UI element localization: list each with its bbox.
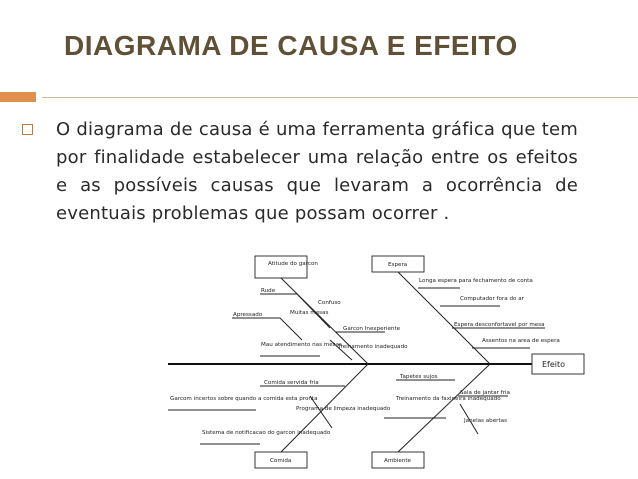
slide-body-text: O diagrama de causa é uma ferramenta gráfica que tem por finalidade estabelecer uma relação entre os efeitos e as possíveis causas que levaram a ocorrência de eventuais problemas que possam ocorrer . [56, 119, 578, 224]
cause-rude: Rude [261, 288, 276, 294]
category-label-comida: Comida [270, 458, 292, 464]
cause-muitas-mesas: Muitas mesas [290, 310, 329, 316]
effect-label: Efeito [542, 360, 566, 369]
cause-garcon-inexperiente: Garcon Inexperiente [343, 326, 401, 332]
title-accent-bar [0, 92, 36, 102]
bullet-square-icon [22, 124, 33, 135]
category-label-espera: Espera [388, 262, 408, 268]
category-label-atitude: Atitude do garcon [268, 261, 318, 267]
cause-treinamento-inadequado: Treinamento inadequado [338, 344, 408, 350]
category-label-ambiente: Ambiente [384, 458, 412, 464]
cause-janelas-abertas: Janelas abertas [464, 418, 507, 424]
category-box-atitude [255, 256, 307, 278]
slide-title: DIAGRAMA DE CAUSA E EFEITO [64, 30, 518, 61]
cause-espera-desconfortavel: Espera desconfortavel por mesa [454, 322, 545, 328]
cause-treinamento-faxineira: Treinamento da faxineira inadequado [396, 396, 501, 402]
bone-espera [398, 272, 490, 364]
cause-longa-espera: Longa espera para fechamento de conta [419, 278, 533, 284]
fishbone-diagram [160, 248, 610, 476]
cause-sala-jantar-fria: Sala de jantar fria [460, 390, 510, 396]
cause-programa-limpeza: Programa de limpeza inadequado [296, 406, 391, 412]
cause-apressado: Apressado [233, 312, 263, 318]
cause-mau-atendimento: Mau atendimento nas mesas [261, 342, 342, 348]
cause-garcom-incertos: Garcom incertos sobre quando a comida esta pronta [170, 396, 318, 402]
cause-computador: Computador fora do ar [460, 296, 524, 302]
cause-line-muitas-mesas [280, 318, 302, 340]
cause-line-programa-limpeza [310, 396, 332, 428]
title-divider [42, 97, 638, 98]
cause-sistema-notificacao: Sistema de notificacao do garcon inadequado [202, 430, 331, 436]
cause-tapetes-sujos: Tapetes sujos [400, 374, 438, 380]
cause-assentos: Assentos na area de espera [482, 338, 560, 344]
bone-atitude [281, 278, 368, 364]
cause-confuso: Confuso [318, 300, 341, 306]
cause-comida-fria: Comida servida fria [264, 380, 319, 386]
